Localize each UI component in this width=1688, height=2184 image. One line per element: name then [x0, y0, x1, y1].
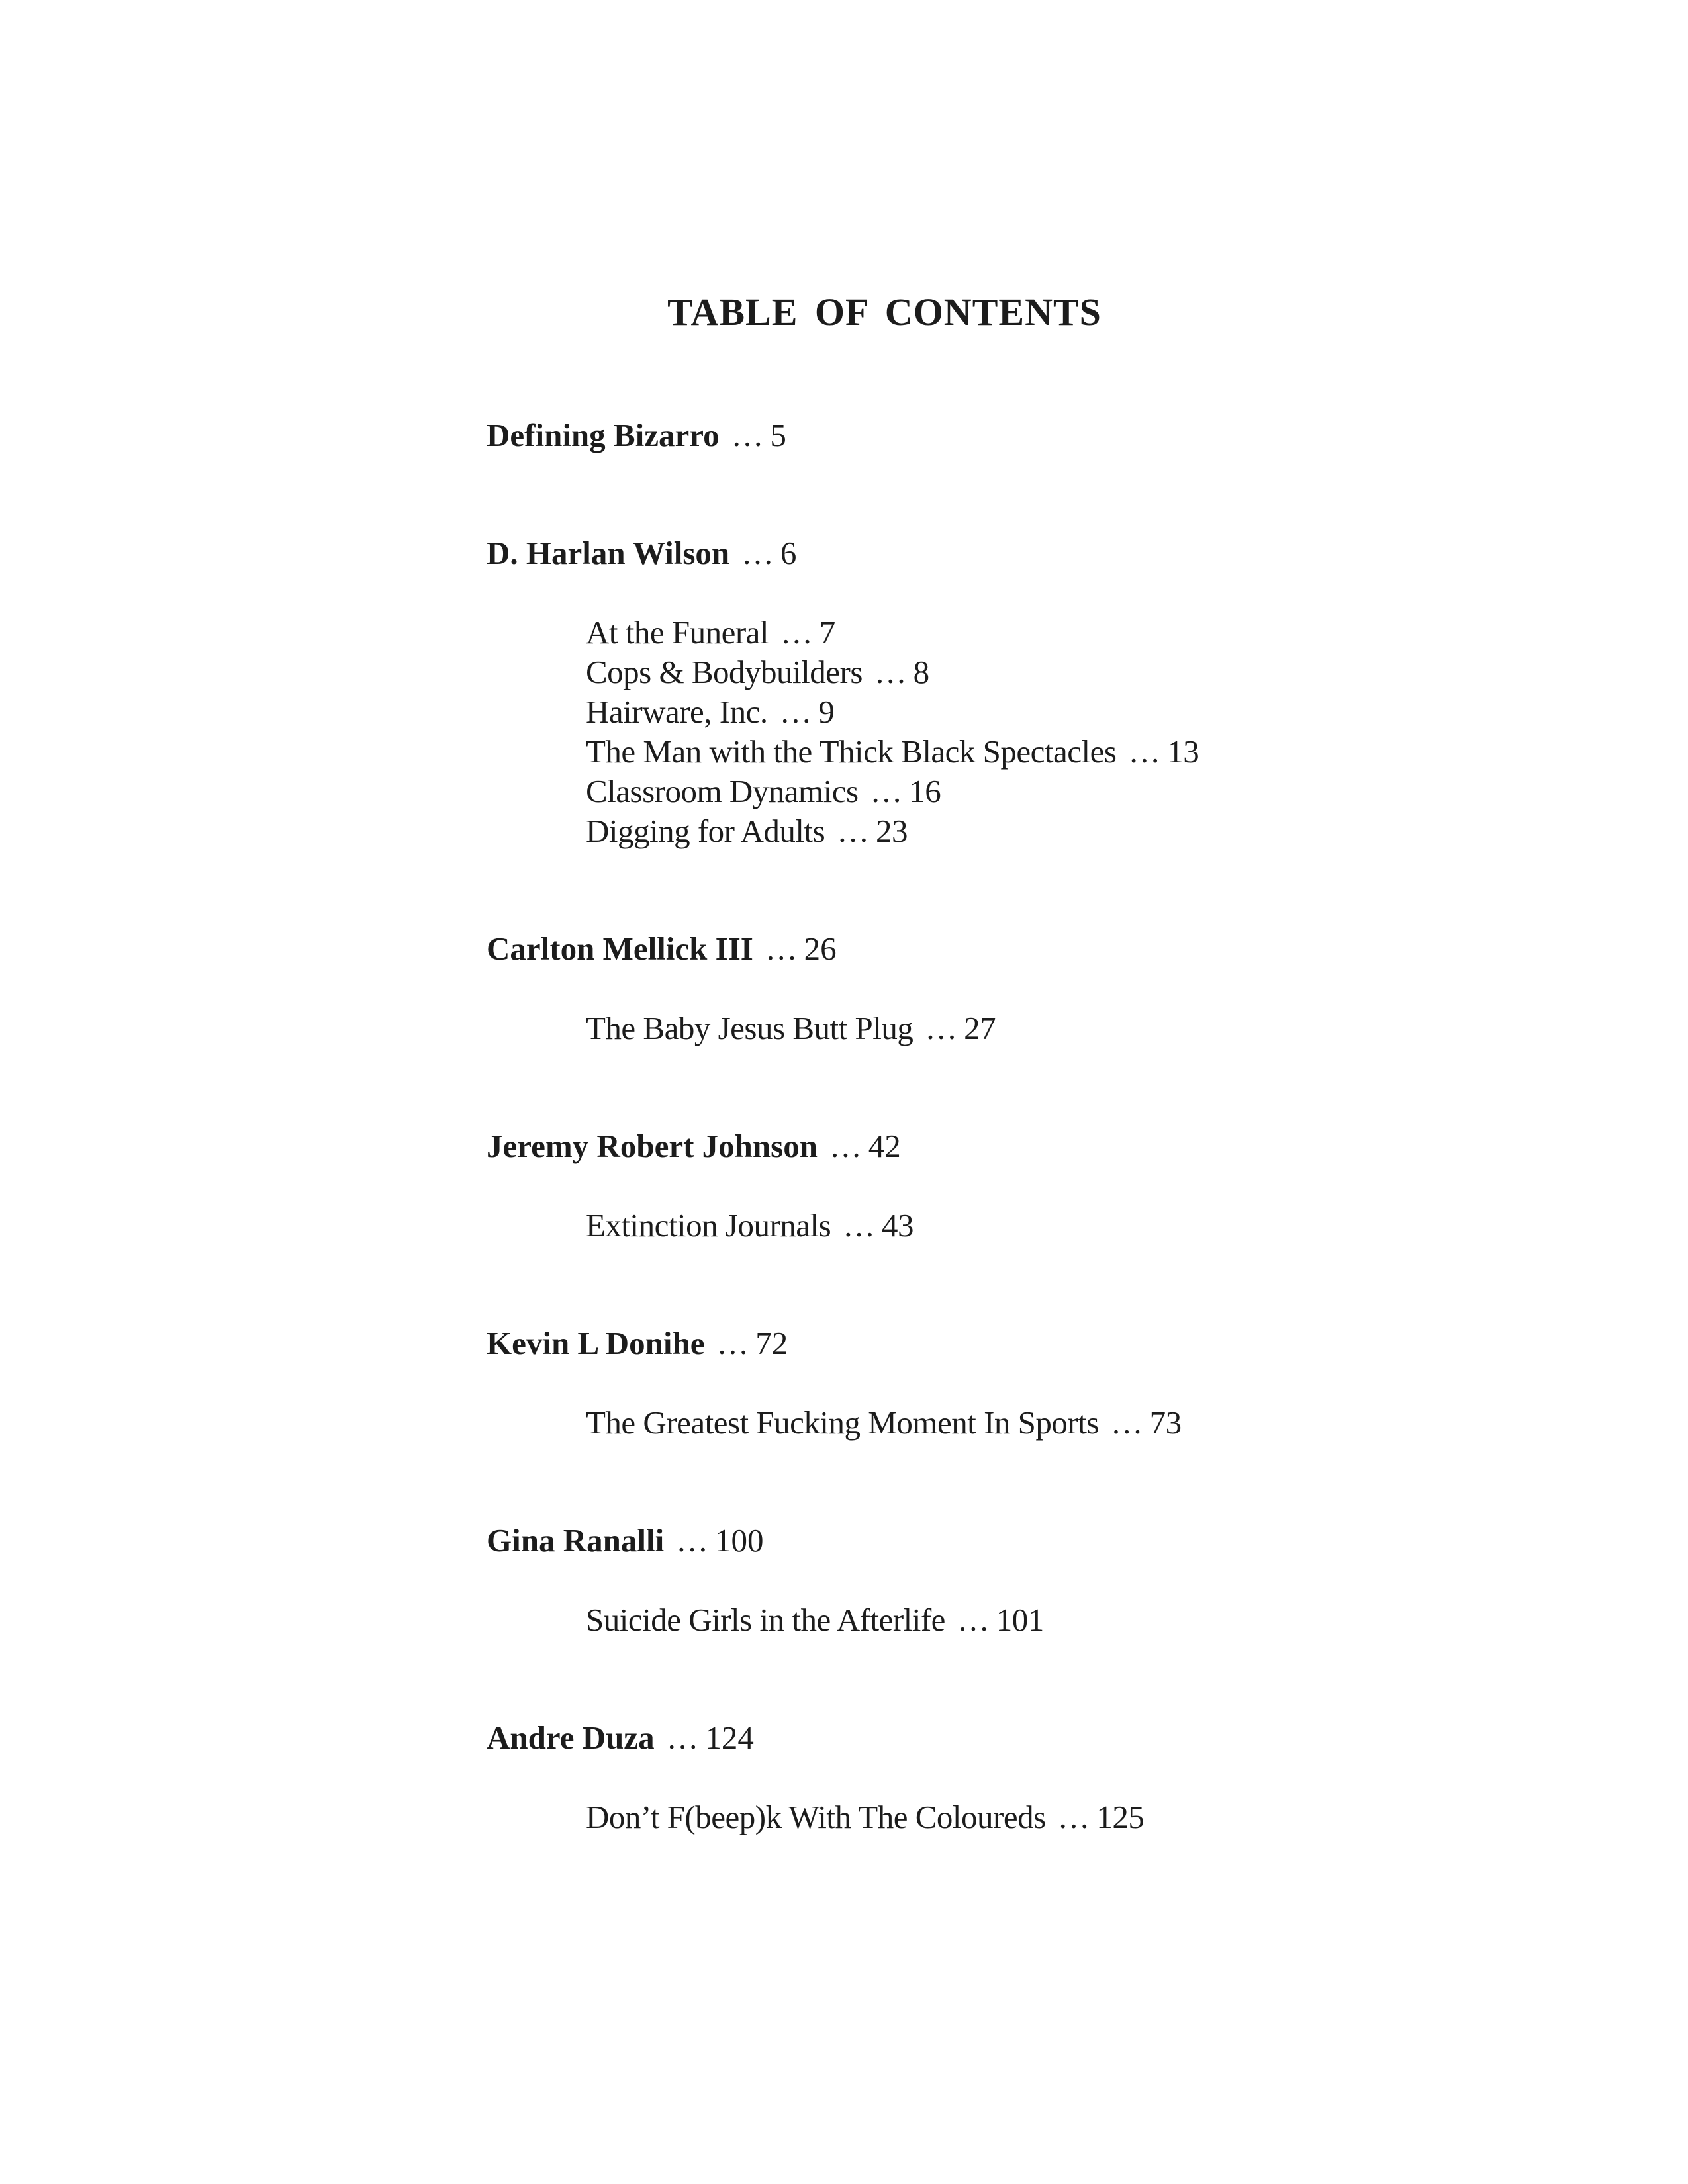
toc-page-number: 7 [819, 614, 835, 651]
toc-section [487, 1126, 1612, 1246]
toc-page-number: 9 [818, 694, 835, 730]
toc-work-title: Extinction Journals [586, 1207, 831, 1244]
toc-work-entry [586, 653, 1612, 692]
toc-page-number: 26 [804, 931, 837, 967]
toc-work-entry [586, 1403, 1612, 1443]
toc-page-number: 101 [996, 1602, 1044, 1638]
toc-author-name: Jeremy Robert Johnson [487, 1128, 818, 1164]
toc-leader-dots: ... [830, 1128, 863, 1164]
toc-leader-dots: ... [732, 417, 765, 453]
toc-author-entry [487, 1521, 1612, 1561]
toc-works-list [586, 1009, 1612, 1048]
toc-section [487, 416, 1612, 455]
toc-work-entry [586, 1797, 1612, 1837]
toc-leader-dots: ... [743, 535, 775, 571]
toc-page-number: 100 [714, 1522, 764, 1559]
toc-works-list [586, 1206, 1612, 1246]
toc-works-list [586, 613, 1612, 851]
toc-page-number: 124 [705, 1719, 754, 1756]
toc-author-entry [487, 929, 1612, 969]
toc-leader-dots: ... [1129, 733, 1162, 770]
toc-leader-dots: ... [677, 1522, 710, 1559]
toc-page-number: 72 [755, 1325, 788, 1361]
toc-leader-dots: ... [718, 1325, 751, 1361]
toc-page-number: 13 [1167, 733, 1199, 770]
page-title: TABLE OF CONTENTS [667, 291, 1102, 334]
toc-work-entry [586, 1206, 1612, 1246]
toc-section [487, 1521, 1612, 1640]
toc-works-list [586, 1403, 1612, 1443]
toc-leader-dots: ... [844, 1207, 876, 1244]
toc-work-title: The Greatest Fucking Moment In Sports [586, 1404, 1099, 1441]
toc-works-list [586, 1600, 1612, 1640]
toc-work-entry [586, 732, 1612, 772]
toc-section [487, 929, 1612, 1048]
toc-page-number: 23 [875, 813, 908, 849]
toc-leader-dots: ... [871, 773, 904, 809]
toc-author-name: D. Harlan Wilson [487, 535, 730, 571]
toc-work-entry [586, 1600, 1612, 1640]
toc-page-number: 27 [964, 1010, 996, 1046]
toc-work-title: Hairware, Inc. [586, 694, 768, 730]
toc-leader-dots: ... [926, 1010, 959, 1046]
toc-work-entry [586, 772, 1612, 811]
toc-list [487, 416, 1612, 1837]
toc-work-title: At the Funeral [586, 614, 769, 651]
toc-work-entry [586, 1009, 1612, 1048]
toc-works-list [586, 1797, 1612, 1837]
toc-work-entry [586, 613, 1612, 653]
toc-work-title: Classroom Dynamics [586, 773, 859, 809]
toc-author-name: Carlton Mellick III [487, 931, 753, 967]
toc-author-name: Andre Duza [487, 1719, 655, 1756]
toc-page-number: 125 [1096, 1799, 1145, 1835]
toc-leader-dots: ... [1111, 1404, 1145, 1441]
toc-leader-dots: ... [1058, 1799, 1092, 1835]
toc-page-number: 42 [868, 1128, 901, 1164]
toc-page-number: 6 [780, 535, 797, 571]
toc-work-title: Digging for Adults [586, 813, 825, 849]
toc-work-title: The Man with the Thick Black Spectacles [586, 733, 1117, 770]
toc-work-title: Cops & Bodybuilders [586, 654, 863, 690]
toc-leader-dots: ... [667, 1719, 700, 1756]
toc-author-entry [487, 1126, 1612, 1166]
toc-section [487, 1718, 1612, 1837]
toc-leader-dots: ... [780, 694, 814, 730]
toc-leader-dots: ... [875, 654, 908, 690]
toc-leader-dots: ... [766, 931, 799, 967]
toc-work-title: Suicide Girls in the Afterlife [586, 1602, 945, 1638]
toc-author-entry [487, 533, 1612, 573]
toc-author-entry [487, 1324, 1612, 1363]
toc-section [487, 533, 1612, 851]
toc-leader-dots: ... [782, 614, 814, 651]
toc-author-entry [487, 416, 1612, 455]
toc-section [487, 1324, 1612, 1443]
toc-page-number: 73 [1149, 1404, 1182, 1441]
toc-work-title: Don’t F(beep)k With The Coloureds [586, 1799, 1046, 1835]
toc-work-title: The Baby Jesus Butt Plug [586, 1010, 914, 1046]
toc-page-number: 5 [770, 417, 786, 453]
toc-author-name: Defining Bizarro [487, 417, 720, 453]
toc-leader-dots: ... [838, 813, 870, 849]
toc-page-number: 8 [913, 654, 929, 690]
toc-work-entry [586, 811, 1612, 851]
toc-work-entry [586, 692, 1612, 732]
toc-page-number: 43 [881, 1207, 914, 1244]
toc-leader-dots: ... [958, 1602, 991, 1638]
toc-author-entry [487, 1718, 1612, 1758]
toc-author-name: Kevin L Donihe [487, 1325, 705, 1361]
toc-page-number: 16 [909, 773, 941, 809]
toc-author-name: Gina Ranalli [487, 1522, 665, 1559]
